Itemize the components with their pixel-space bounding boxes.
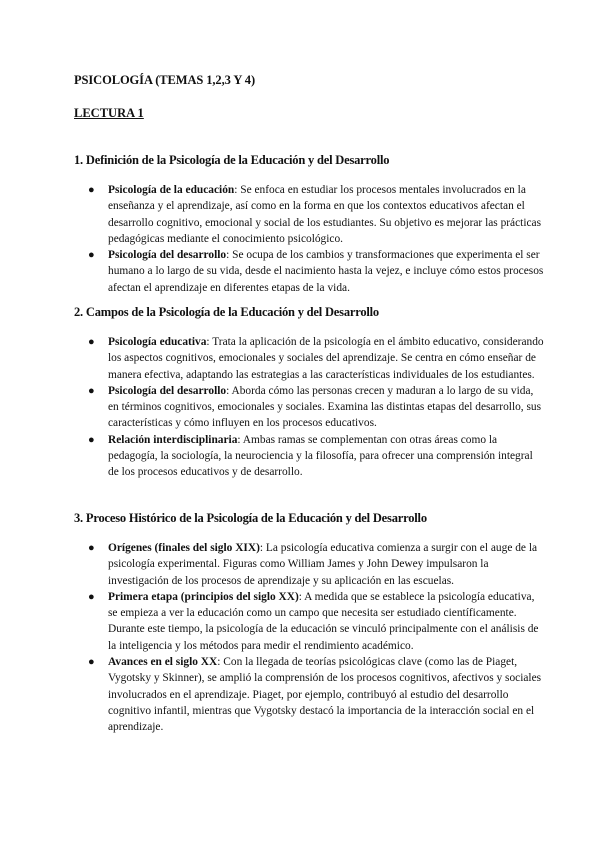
bullet-icon: ● [88,384,95,397]
document-title: PSICOLOGÍA (TEMAS 1,2,3 Y 4) [74,73,256,87]
bullet-list [74,334,544,481]
list-item [74,432,544,481]
list-item [74,589,544,654]
item-text: : La psicología educativa comienza a surgir con el auge de la psicología experimental. Figuras como William James y John Dewey impulsaron la investigación de los procesos de aprendizaje y su aplicación en las escuelas. [108,542,538,587]
section-heading: 2. Campos de la Psicología de la Educación y del Desarrollo [74,305,379,319]
bullet-list [74,182,544,296]
item-text: : Con la llegada de teorías psicológicas clave (como las de Piaget, Vygotsky y Skinner), se amplió la comprensión de los procesos cognitivos, afectivos y sociales involucrados en el aprendizaje. Piaget, por ejemplo, contribuyó al estudio del desarrollo cognitivo infantil, mientras que Vygotsky destacó la importancia de la interacción social en el aprendizaje. [108,656,542,734]
list-item [74,654,544,735]
list-item [74,334,544,383]
item-term: Primera etapa (principios del siglo XX) [108,590,299,603]
bullet-icon: ● [88,542,95,554]
bullet-icon: ● [88,433,95,446]
item-text: : Aborda cómo las personas crecen y maduran a lo largo de su vida, en términos cognitivos, emocionales y sociales. Examina las distintas etapas del desarrollo, sus características y cómo influyen en los procesos educativos. [108,384,542,430]
bullet-list [74,540,544,736]
section-campos [74,305,544,481]
bullet-icon: ● [88,184,95,196]
item-text: : Ambas ramas se complementan con otras áreas como la pedagogía, la sociología, la neurociencia y la filosofía, para ofrecer una comprensión integral de los procesos educativos y de desarrollo. [108,433,533,479]
item-text: : Trata la aplicación de la psicología en el ámbito educativo, considerando los aspectos cognitivos, emocionales y sociales del aprendizaje. Se centra en cómo enseñar de manera efectiva, adaptando las estrategias a las características individuales de los estudiantes. [108,336,544,381]
section-definicion [74,153,544,296]
bullet-icon: ● [88,656,95,669]
item-term: Psicología del desarrollo [108,384,227,397]
list-item [74,383,544,432]
list-item [74,540,544,589]
item-text: : A medida que se establece la psicología educativa, se empieza a ver la educación como un campo que necesita ser estudiado científicamente. Durante este tiempo, la psicología de la educación se vinculó principalmente con el análisis de la inteligencia y los métodos para medir el rendimiento académico. [108,590,539,652]
lectura-heading: LECTURA 1 [74,106,144,120]
item-text: : Se enfoca en estudiar los procesos mentales involucrados en la enseñanza y el aprendizaje, así como en la forma en que los contextos educativos afectan el desarrollo cognitivo, emocional y social de los estudiantes. Su objetivo es mejorar las prácticas pedagógicas mediante el conocimiento psicológico. [108,184,542,245]
list-item [74,247,544,296]
section-proceso-historico [74,511,544,736]
item-term: Orígenes (finales del siglo XIX) [108,542,260,554]
item-text: : Se ocupa de los cambios y transformaciones que experimenta el ser humano a lo largo de su vida, desde el nacimiento hasta la vejez, e incluye cómo estos procesos afectan el aprendizaje en diferentes etapas de la vida. [108,249,544,294]
item-term: Psicología educativa [108,336,207,348]
bullet-icon: ● [88,336,95,348]
section-heading: 1. Definición de la Psicología de la Educación y del Desarrollo [74,153,390,167]
item-term: Psicología del desarrollo [108,249,227,262]
bullet-icon: ● [88,249,95,262]
section-heading: 3. Proceso Histórico de la Psicología de la Educación y del Desarrollo [74,511,427,525]
list-item [74,182,544,247]
item-term: Psicología de la educación [108,184,235,196]
item-term: Relación interdisciplinaria [108,433,238,446]
item-term: Avances en el siglo XX [108,656,218,669]
bullet-icon: ● [88,590,95,603]
